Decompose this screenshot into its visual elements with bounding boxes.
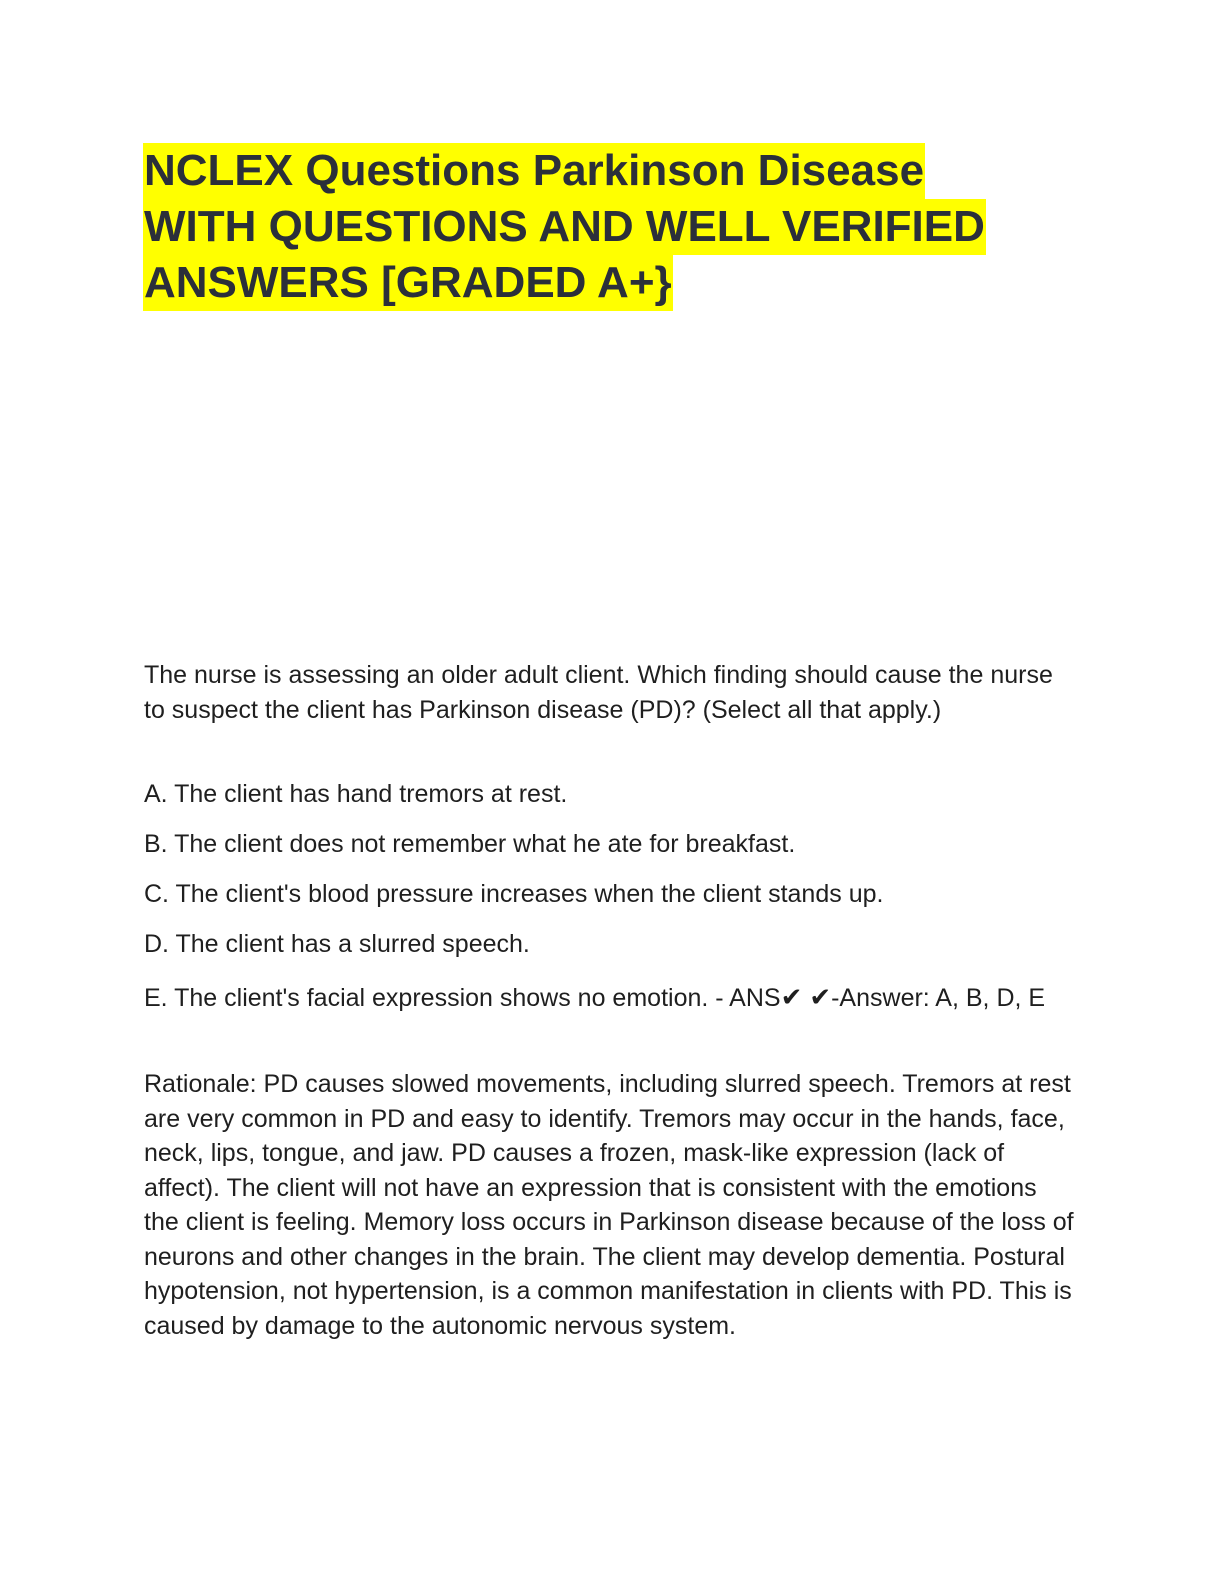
option-a: A. The client has hand tremors at rest. bbox=[144, 780, 568, 808]
checkmark-icon: ✔ bbox=[780, 983, 803, 1013]
document-title bbox=[143, 143, 1083, 311]
option-e-with-answer bbox=[144, 981, 1074, 1016]
option-b: B. The client does not remember what he ate for breakfast. bbox=[144, 830, 796, 858]
rationale-paragraph: Rationale: PD causes slowed movements, including slurred speech. Tremors at rest are very common in PD and easy to identify. Tremors may occur in the hands, face, neck, lips, tongue, and jaw. PD causes a frozen, mask-like expression (lack of affect). The client will not have an expression that is consistent with the emotions the client is feeling. Memory loss occurs in Parkinson disease because of the loss of neurons and other changes in the brain. The client may develop dementia. Postural hypotension, not hypertension, is a common manifestation in clients with PD. This is caused by damage to the autonomic nervous system. bbox=[144, 1070, 1074, 1340]
option-e: E. The client's facial expression shows no emotion. - ANS bbox=[144, 984, 781, 1012]
title-line-1: NCLEX Questions Parkinson Disease bbox=[143, 143, 925, 199]
option-d: D. The client has a slurred speech. bbox=[144, 930, 530, 958]
answer-key: -Answer: A, B, D, E bbox=[831, 984, 1046, 1012]
question-stem: The nurse is assessing an older adult client. Which finding should cause the nurse to suspect the client has Parkinson disease (PD)? (Select all that apply.) bbox=[144, 661, 1053, 724]
title-line-2: WITH QUESTIONS AND WELL VERIFIED bbox=[143, 199, 986, 255]
option-c: C. The client's blood pressure increases when the client stands up. bbox=[144, 880, 884, 908]
checkmark-icon: ✔ bbox=[809, 983, 832, 1013]
title-line-3: ANSWERS [GRADED A+} bbox=[143, 255, 673, 311]
